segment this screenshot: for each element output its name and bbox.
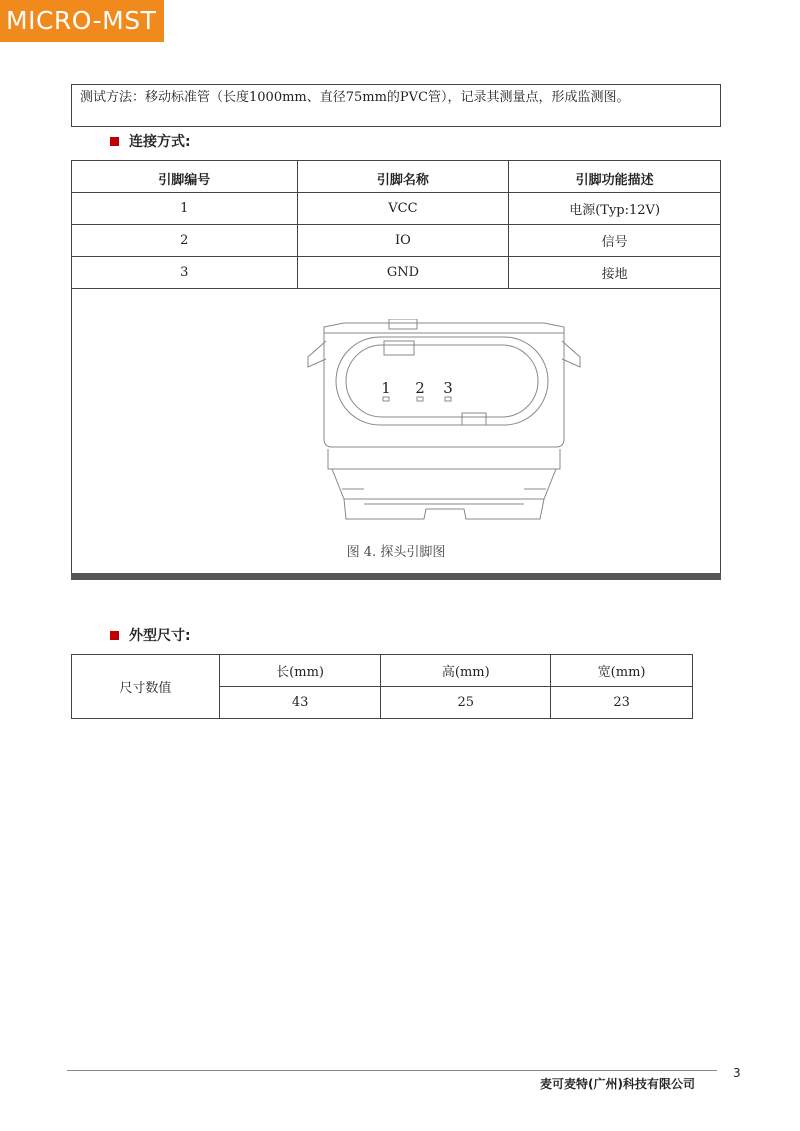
dimension-value-length: 43 xyxy=(219,687,381,719)
pin-name: IO xyxy=(297,225,509,257)
pin-function: 接地 xyxy=(509,257,721,289)
table-row xyxy=(72,655,693,687)
table-row xyxy=(72,257,721,289)
company-logo: MICRO-MST xyxy=(0,0,164,42)
figure-caption: 图 4. 探头引脚图 xyxy=(346,545,446,560)
pin-number: 1 xyxy=(72,193,298,225)
dimensions-heading xyxy=(110,625,191,645)
table-row xyxy=(72,225,721,257)
dimensions-row-label: 尺寸数值 xyxy=(72,655,220,719)
pin-label: 1 xyxy=(381,379,391,397)
connection-heading-text: 连接方式: xyxy=(129,134,191,150)
bullet-square-icon xyxy=(110,137,119,146)
pin-label: 2 xyxy=(415,379,425,397)
pin-number: 2 xyxy=(72,225,298,257)
dimension-header-height: 高(mm) xyxy=(381,655,551,687)
page-number: 3 xyxy=(733,1066,741,1080)
pin-number: 3 xyxy=(72,257,298,289)
pin-table-col-function: 引脚功能描述 xyxy=(509,161,721,193)
pin-table xyxy=(71,160,721,289)
dimensions-heading-text: 外型尺寸: xyxy=(129,628,191,644)
dimension-header-length: 长(mm) xyxy=(219,655,381,687)
pin-table-col-number: 引脚编号 xyxy=(72,161,298,193)
connector-figure xyxy=(71,289,721,575)
dimension-header-width: 宽(mm) xyxy=(551,655,693,687)
test-method-text: 测试方法：移动标准管（长度1000mm、直径75mm的PVC管），记录其测量点，形成监测图。 xyxy=(80,90,630,105)
pin-label: 3 xyxy=(443,379,453,397)
pin-name: GND xyxy=(297,257,509,289)
pin-table-col-name: 引脚名称 xyxy=(297,161,509,193)
pin-name: VCC xyxy=(297,193,509,225)
test-method-box xyxy=(71,84,721,127)
dimension-value-width: 23 xyxy=(551,687,693,719)
pin-function: 信号 xyxy=(509,225,721,257)
footer-company: 麦可麦特(广州)科技有限公司 xyxy=(540,1077,695,1091)
dimension-value-height: 25 xyxy=(381,687,551,719)
connector-drawing-icon xyxy=(304,319,584,549)
bullet-square-icon xyxy=(110,631,119,640)
dimensions-table xyxy=(71,654,693,719)
table-row xyxy=(72,193,721,225)
pin-table-header xyxy=(72,161,721,193)
connection-heading xyxy=(110,131,191,151)
figure-bottom-bar xyxy=(71,573,721,580)
footer-divider xyxy=(67,1070,717,1071)
pin-function: 电源(Typ:12V) xyxy=(509,193,721,225)
